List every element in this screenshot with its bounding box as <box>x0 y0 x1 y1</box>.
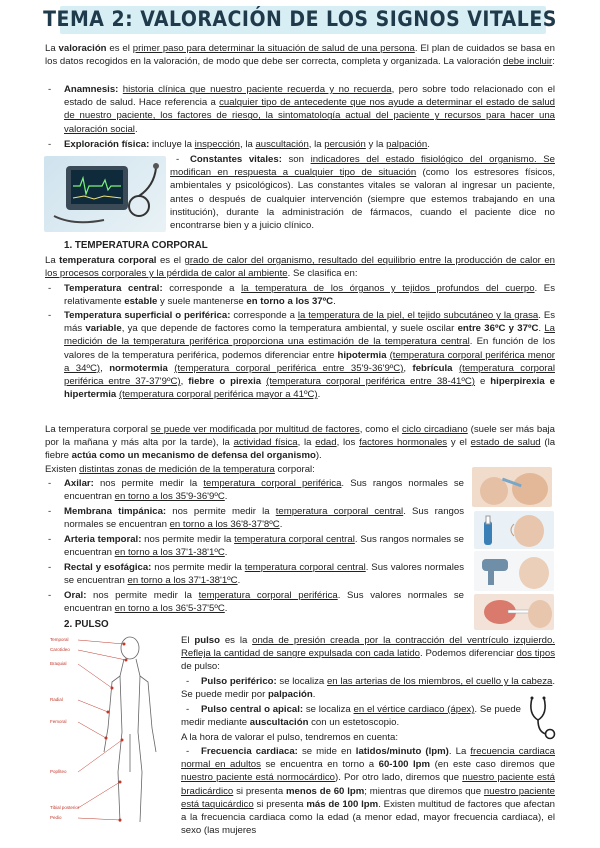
bullet-dash: - <box>48 84 52 95</box>
thermometer-axilar-image <box>472 467 552 507</box>
temp-periferica-item: Temperatura superficial o periférica: corresponde a la temperatura de la piel, el tejido subcutáneo y la grasa. Es más variable, ya que depende de factores como la temperatura ambiental, y suele oscilar entre 36ºC y 37ºC. La medición de la temperatura periférica proporciona una estimación de la temperatura central. En función de los valores de la temperatura periférica, podemos diferenciar entre hipotermia (temperatura corporal periférica menor a 34ºC), normotermia (temperatura corporal periférica entre 35'9-36'9ºC), febrícula (temperatura corporal periférica entre 37-37'9ºC), fiebre o pirexia (temperatura corporal periférica entre 38-41ºC) e hiperpirexia e hipertermia (temperatura corporal periférica mayor a 41ºC). <box>64 310 556 401</box>
pulso-periferico-item: Pulso periférico: se localiza en las arterias de los miembros, el cuello y la cabeza. Se puede medir por palpación. <box>181 676 556 701</box>
pulse-label: Tibial posterior <box>50 805 80 810</box>
stethoscope-image <box>524 694 558 740</box>
pulso-intro: El pulso es la onda de presión creada por la contracción del ventrículo izquierdo. Refleja la cantidad de sangre expulsada con cada latido. Podemos diferenciar dos tipos de pulso: <box>181 635 555 673</box>
bullet-dash: - <box>48 562 52 573</box>
pulso-central-item: Pulso central o apical: se localiza en el vértice cardiaco (ápex). Se puede medir mediante auscultación con un estetoscopio. <box>181 704 521 729</box>
constantes-item: Constantes vitales: son indicadores del estado fisiológico del organismo. Se modifican en respuesta a cualquier tipo de situación (como los estresores físicos, ambientales y psicológicos). Las constantes vitales se valoran al ingresar un paciente, antes o después de cualquier intervención (siempre que estemos trabajando en una institución), durante la administración de fármacos, cuando el paciente dice no encontrarse bien y a juicio clínico. <box>170 154 555 232</box>
bullet-dash: - <box>186 676 190 687</box>
pulse-points-diagram <box>48 632 174 828</box>
bullet-dash: - <box>48 139 52 150</box>
bullet-dash: - <box>48 534 52 545</box>
pulse-label: Poplíteo <box>50 769 67 774</box>
bullet-dash: - <box>186 746 190 757</box>
bullet-dash: - <box>176 154 180 165</box>
pulse-label: Femoral <box>50 719 67 724</box>
bullet-dash: - <box>48 283 52 294</box>
section-heading-pulso: 2. PULSO <box>64 619 109 630</box>
pulso-valorar: A la hora de valorar el pulso, tendremos en cuenta: <box>181 732 399 743</box>
bullet-dash: - <box>186 704 190 715</box>
pulse-label: Braquial <box>50 661 67 666</box>
ear-thermometer-image <box>474 511 554 549</box>
bullet-dash: - <box>48 590 52 601</box>
zona-axilar: Axilar: nos permite medir la temperatura corporal periférica. Sus rangos normales se encuentran en torno a los 35'9-36'9ºC. <box>64 478 464 503</box>
temp-central-item: Temperatura central: corresponde a la temperatura de los órganos y tejidos profundos del cuerpo. Es relativamente estable y suele mantenerse en torno a los 37ºC. <box>64 283 555 308</box>
pulse-label: Pedio <box>50 815 62 820</box>
bullet-dash: - <box>48 506 52 517</box>
oral-thermometer-image <box>474 594 554 630</box>
pulse-label: Temporal <box>50 637 69 642</box>
page-title: TEMA 2: VALORACIÓN DE LOS SIGNOS VITALES <box>43 7 557 31</box>
exploracion-item: Exploración física: incluye la inspección, la auscultación, la percusión y la palpación. <box>64 139 430 150</box>
temp-factores: La temperatura corporal se puede ver modificada por multitud de factores, como el ciclo circadiano (suele ser más baja por la mañana y más alta por la tarde), la actividad física, la edad, los factores hormonales y el estado de salud (la fiebre actúa como un mecanismo de defensa del organismo). <box>45 424 556 462</box>
zona-rectal: Rectal y esofágica: nos permite medir la temperatura corporal central. Sus valores normales se encuentran en torno a los 37'1-38'1ºC. <box>64 562 464 587</box>
pulse-label: Radial <box>50 697 63 702</box>
bullet-dash: - <box>48 478 52 489</box>
zona-oral: Oral: nos permite medir la temperatura corporal periférica. Sus valores normales se encuentran en torno a los 36'5-37'5ºC. <box>64 590 464 615</box>
patient-monitor-image <box>44 156 166 232</box>
pulse-label: Carotídeo <box>50 647 70 652</box>
temp-intro: La temperatura corporal es el grado de calor del organismo, resultado del equilibrio entre la producción de calor en los procesos corporales y la pérdida de calor al ambiente. Se clasifica en: <box>45 255 555 280</box>
bullet-dash: - <box>48 310 52 321</box>
zona-timpanica: Membrana timpánica: nos permite medir la temperatura corporal central. Sus rangos normales se encuentran en torno a los 36'8-37'8ºC. <box>64 506 464 531</box>
temp-zonas-intro: Existen distintas zonas de medición de la temperatura corporal: <box>45 464 315 475</box>
zona-temporal: Arteria temporal: nos permite medir la temperatura corporal central. Sus rangos normales se encuentran en torno a los 37'1-38'1ºC. <box>64 534 464 559</box>
intro-paragraph: La valoración es el primer paso para determinar la situación de salud de una persona. El plan de cuidados se basa en los datos recogidos en la valoración, de modo que debe ser correcta, completa y organizada. La valoración debe incluir: <box>45 43 555 68</box>
frecuencia-item: Frecuencia cardiaca: se mide en latidos/minuto (lpm). La frecuencia cardiaca normal en adultos se encuentra en torno a 60-100 lpm (en este caso diremos que nuestro paciente está normocárdico). Por otro lado, diremos que nuestro paciente está bradicárdico si presenta menos de 60 lpm; mientras que diremos que nuestro paciente está taquicárdico si presenta más de 100 lpm. Existen multitud de factores que afectan a la frecuencia cardiaca como la edad (a menor edad, mayor frecuencia cardiaca), el sexo (las mujeres <box>181 746 556 837</box>
anamnesis-item: Anamnesis: historia clínica que nuestro paciente recuerda y no recuerda, pero sobre todo relacionado con el estado de salud. Hace referencia a cualquier tipo de antecedente que nos ayude a determinar el estado de salud de nuestro paciente, los factores de riesgo, la sintomatología actual del paciente y recursos para hacer una valoración social. <box>64 84 556 135</box>
section-heading-temperatura: 1. TEMPERATURA CORPORAL <box>64 240 208 251</box>
temporal-thermometer-image <box>474 551 554 591</box>
